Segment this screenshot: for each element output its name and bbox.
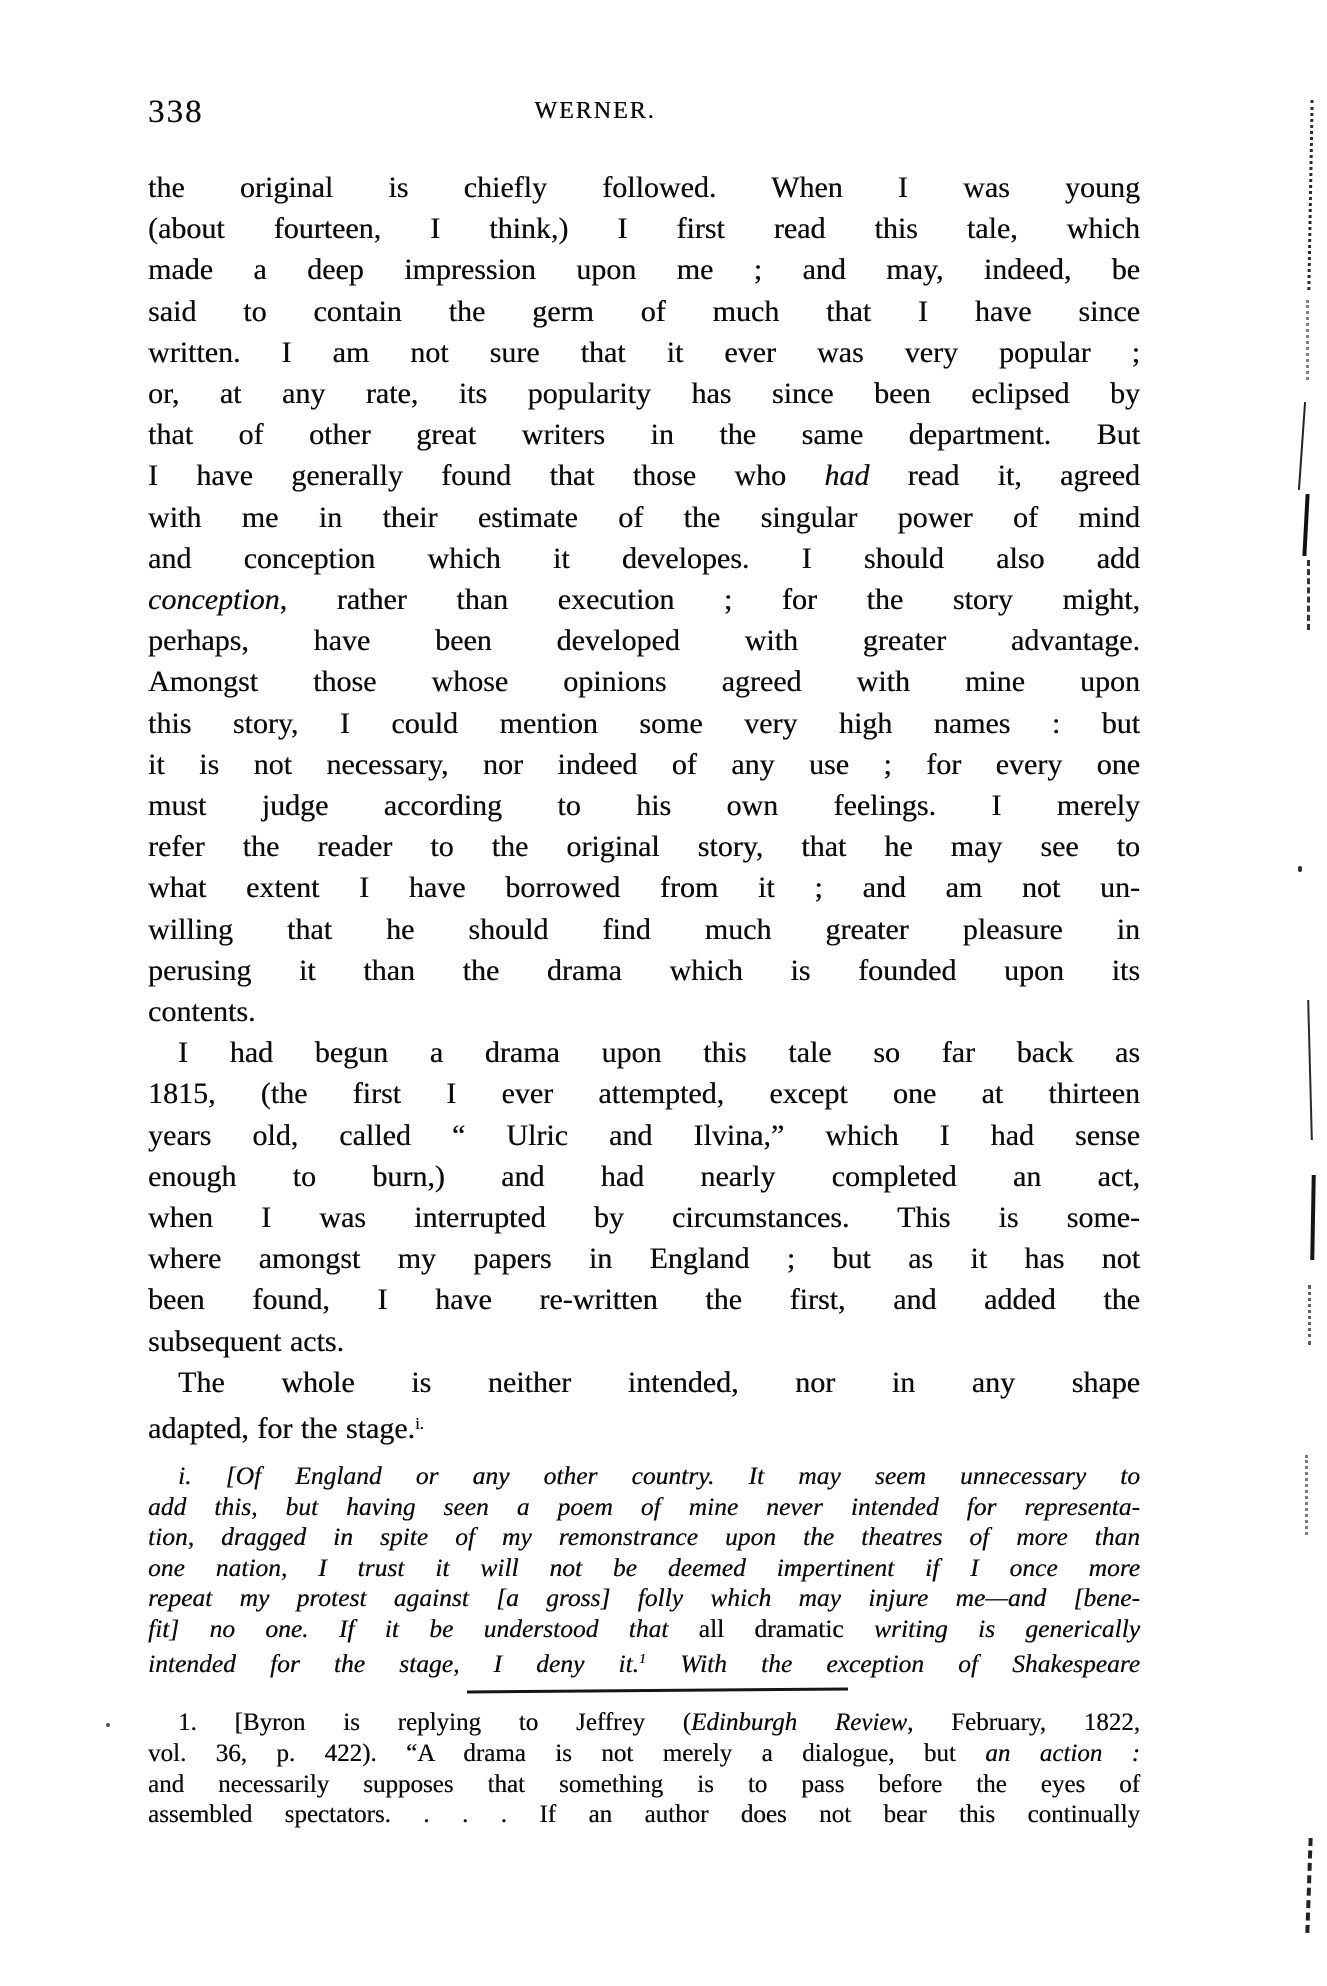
text-line: tion, dragged in spite of my remonstrance upon the theatres of more than [148,1522,1140,1552]
text-line: enough to burn,) and had nearly completed an act, [148,1159,1140,1193]
scan-artifact [1298,402,1306,490]
text-line: refer the reader to the original story, that he may see to [148,830,1140,864]
paragraph-1 [148,167,1140,1032]
scan-artifact [1307,100,1313,290]
text-line: or, at any rate, its popularity has since been eclipsed by [148,377,1140,411]
text-line: with me in their estimate of the singular power of mind [148,500,1140,534]
paragraph-3 [148,1362,1140,1449]
scan-artifact [106,1723,110,1727]
text-line: written. I am not sure that it ever was very popular ; [148,335,1140,369]
text-line: 1. [Byron is replying to Jeffrey (Edinburgh Review, February, 1822, [178,1709,1141,1736]
text-line: where amongst my papers in England ; but as it has not [148,1242,1140,1276]
text-line: subsequent acts. [148,1324,344,1358]
text-line: said to contain the germ of much that I have since [148,294,1140,328]
scan-artifact [1305,1455,1308,1535]
paragraph-2 [148,1032,1140,1362]
scan-artifact [1306,300,1309,380]
text-line: conception, rather than execution ; for the story might, [148,583,1140,617]
text-line: one nation, I trust it will not be deemed impertinent if I once more [148,1552,1140,1582]
text-line: must judge according to his own feelings. I merely [148,789,1140,823]
page-number: 338 [148,94,204,130]
text-line: years old, called “ Ulric and Ilvina,” which I had sense [148,1118,1140,1152]
text-line: (about fourteen, I think,) I first read this tale, which [148,212,1140,246]
scan-artifact [1302,494,1309,556]
text-line: that of other great writers in the same department. But [148,418,1140,452]
text-line: repeat my protest against [a gross] folly which may injure me—and [bene- [148,1583,1140,1613]
text-line: been found, I have re-written the first, and added the [148,1283,1140,1317]
text-line: assembled spectators. . . . If an author does not bear this continually [148,1801,1140,1829]
scan-artifact [1307,560,1310,630]
scan-artifact [1305,1838,1312,1933]
text-line: contents. [148,995,256,1029]
text-line: adapted, for the stage.$^{i.}$ [148,1412,424,1446]
footnote-1 [148,1708,1140,1831]
text-line: fit] no one. If it be understood that all dramatic writing is generically [148,1613,1140,1643]
running-title: WERNER. [534,98,656,124]
text-line: made a deep impression upon me ; and may, indeed, be [148,253,1140,287]
footnote-separator-rule [467,1688,848,1694]
text-line: the original is chiefly followed. When I was young [148,171,1140,204]
text-line: willing that he should find much greater pleasure in [148,912,1140,946]
text-line: The whole is neither intended, nor in any shape [178,1365,1140,1399]
footnote-i [148,1461,1140,1679]
text-line: vol. 36, p. 422). “A drama is not merely a dialogue, but an action : [148,1739,1140,1767]
scan-artifact [1298,866,1302,872]
text-line: intended for the stage, I deny it.$^1$ With the exception of Shakespeare [148,1648,1141,1678]
text-line: I have generally found that those who had read it, agreed [148,459,1140,493]
scan-artifact [1308,1285,1311,1345]
text-line: add this, but having seen a poem of mine never intended for representa- [148,1491,1140,1521]
text-line: perusing it than the drama which is founded upon its [148,953,1140,987]
text-line: it is not necessary, nor indeed of any use ; for every one [148,747,1140,781]
text-line: and conception which it developes. I should also add [148,541,1140,575]
text-line: i. [Of England or any other country. It may seem unnecessary to [178,1461,1140,1490]
text-line: when I was interrupted by circumstances. This is some- [148,1201,1140,1235]
scan-artifact [1307,1000,1313,1140]
text-line: Amongst those whose opinions agreed with mine upon [148,665,1140,699]
scan-artifact [1310,1175,1315,1260]
text-line: what extent I have borrowed from it ; and am not un- [148,871,1140,905]
text-line: and necessarily supposes that something is to pass before the eyes of [148,1770,1140,1798]
body-text [148,167,1140,1449]
text-line: perhaps, have been developed with greater advantage. [148,624,1140,658]
text-line: this story, I could mention some very high names : but [148,706,1140,740]
text-line: I had begun a drama upon this tale so far back as [178,1036,1140,1070]
text-line: 1815, (the first I ever attempted, except one at thirteen [148,1077,1140,1111]
